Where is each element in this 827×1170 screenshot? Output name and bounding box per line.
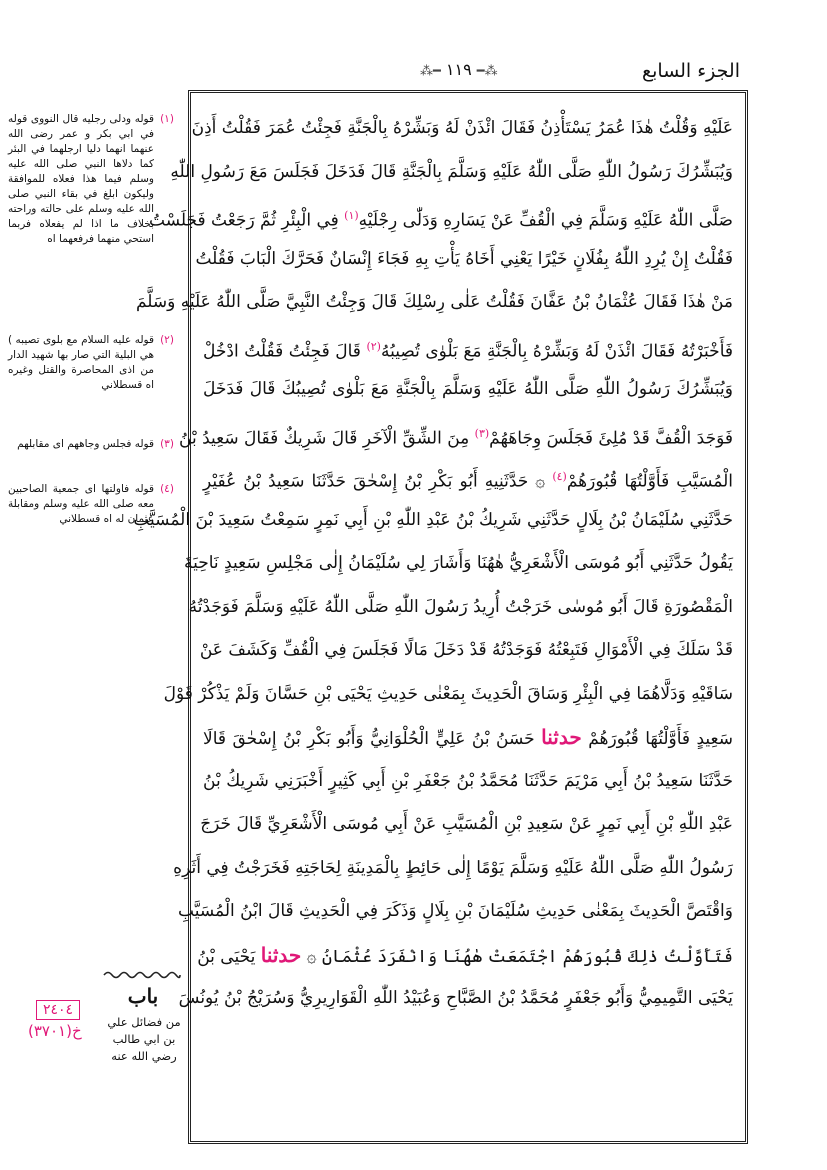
text-segment: قَدْ سَلَكَ فِي الْأَمْوَالِ فَتَبِعْتُهُ فَوَجَدْتُهُ قَدْ دَخَلَ مَالًا فَجَلَسَ فِي الْقُفِّ وَكَشَفَ عَنْ bbox=[199, 640, 733, 660]
text-line bbox=[184, 542, 733, 586]
page-header bbox=[200, 60, 740, 90]
text-segment: ۞ حَدَّثَنِيهِ أَبُو بَكْرِ بْنُ إِسْحٰقَ حَدَّثَنَا سَعِيدُ بْنُ عُفَيْرٍ bbox=[203, 471, 553, 492]
text-line bbox=[178, 977, 733, 1021]
text-line bbox=[195, 238, 733, 282]
text-segment: وَيُبَشِّرُكَ رَسُولُ اللّٰهِ صَلَّى اللّٰهُ عَلَيْهِ وَسَلَّمَ بِالْجَنَّةِ مَعَ بَلْوٰى تُصِيبُكَ قَالَ فَدَخَلَ bbox=[203, 379, 733, 399]
text-segment: مَنْ هٰذَا فَقَالَ عُثْمَانُ بْنُ عَفَّانَ فَقُلْتُ عَلٰى رِسْلِكَ قَالَ وَجِئْتُ النَّبِيَّ صَلَّى اللّٰهُ عَلَيْهِ وَسَلَّمَ bbox=[135, 292, 733, 312]
text-segment: صَلَّى اللّٰهُ عَلَيْهِ وَسَلَّمَ فِي الْقُفِّ عَنْ يَسَارِهِ وَدَلّٰى رِجْلَيْهِ bbox=[358, 210, 733, 231]
text-line bbox=[191, 107, 733, 151]
note-1 bbox=[8, 112, 180, 261]
note-text: قوله ودلى رجليه قال النووى قوله في ابي بكر و عمر رضى الله عنهما انهما دليا ارجلهما في البئر كما دلاها النبي صلى الله عليه وسلم فيما هذا فعلاه للموافقة وليكون ابلغ في بقاء النبي صلى الله عليه وسلم على حالته وراحته بخلاف ما اذا لم يفعلاه فربما استحي منهما فرفعهما اه bbox=[8, 113, 154, 245]
text-line bbox=[203, 325, 733, 369]
chapter-subtitle: من فضائل علي بن ابي طالب رضي الله عنه bbox=[107, 1015, 181, 1063]
text-segment: فَتَأَوَّلْتُ ذٰلِكَ قُبُورَهُمْ اجْتَمَعَتْ هٰهُنَا وَانْفَرَدَ عُثْمَانُ ۞ bbox=[301, 946, 733, 967]
note-2 bbox=[8, 333, 180, 407]
page-number bbox=[420, 60, 498, 79]
text-line bbox=[188, 586, 733, 630]
text-segment: فِي الْبِئْرِ ثُمَّ رَجَعْتُ فَجَلَسْتُ bbox=[149, 210, 345, 231]
chapter-heading bbox=[8, 970, 183, 1100]
text-line bbox=[203, 716, 733, 760]
text-segment: فَأَخْبَرْتُهُ فَقَالَ ائْذَنْ لَهُ وَبَشِّرْهُ بِالْجَنَّةِ مَعَ بَلْوٰى تُصِيبُهُ bbox=[380, 341, 733, 362]
text-segment: حَدَّثَنَا سَعِيدُ بْنُ أَبِي مَرْيَمَ حَدَّثَنَا مُحَمَّدُ بْنُ جَعْفَرِ بْنِ أَبِي كَثِيرٍ أَخْبَرَنِي شَرِيكُ بْنُ bbox=[203, 770, 733, 791]
text-segment: قَالَ فَجِئْتُ فَقُلْتُ ادْخُلْ bbox=[203, 341, 367, 362]
text-segment: حَدَّثَنِي سُلَيْمَانُ بْنُ بِلَالٍ حَدَّثَنِي شَرِيكُ بْنُ عَبْدِ اللّٰهِ بْنِ أَبِي نَمِرٍ سَمِعْتُ سَعِيدَ بْنَ الْمُسَيَّبِ bbox=[133, 509, 733, 530]
chapter-title: باب bbox=[127, 984, 159, 1008]
text-segment: الْمُسَيَّبِ فَأَوَّلْتُهَا قُبُورَهُمْ bbox=[566, 471, 733, 492]
text-segment: رَسُولُ اللّٰهِ صَلَّى اللّٰهُ عَلَيْهِ وَسَلَّمَ يَوْمًا إِلٰى حَائِطٍ بِالْمَدِينَةِ لِحَاجَتِهِ فَخَرَجْتُ فِي أَثَرِهِ bbox=[173, 857, 733, 878]
footnote-reference: (١) bbox=[344, 209, 359, 222]
text-segment: عَبْدِ اللّٰهِ بْنِ أَبِي نَمِرٍ عَنْ سَعِيدِ بْنِ الْمُسَيَّبِ عَنْ أَبِي مُوسَى الْأَشْعَرِيِّ قَالَ خَرَجَ bbox=[200, 814, 733, 834]
text-segment: وَاقْتَصَّ الْحَدِيثَ بِمَعْنٰى حَدِيثِ سُلَيْمَانَ بْنِ بِلَالٍ وَذَكَرَ فِي الْحَدِيثِ قَالَ ابْنُ الْمُسَيَّبِ bbox=[178, 901, 733, 921]
text-line bbox=[133, 499, 733, 543]
text-line bbox=[178, 890, 733, 934]
text-segment: يَقُولُ حَدَّثَنِي أَبُو مُوسَى الْأَشْعَرِيُّ هٰهُنَا وَأَشَارَ لِي سُلَيْمَانُ إِلٰى مَجْلِسِ سَعِيدٍ نَاحِيَةَ bbox=[184, 553, 733, 573]
note-number: (٣) bbox=[160, 438, 174, 450]
text-line bbox=[163, 673, 733, 717]
text-segment: فَقُلْتُ إِنْ يُرِدِ اللّٰهُ بِفُلَانٍ خَيْرًا يَعْنِي أَخَاهُ يَأْتِ بِهِ فَجَاءَ إِنْسَانٌ فَحَرَّكَ الْبَابَ فَقُلْتُ bbox=[195, 248, 733, 269]
text-line bbox=[179, 412, 733, 456]
text-segment: فَوَجَدَ الْقُفَّ قَدْ مُلِئَ فَجَلَسَ وِجَاهَهُمْ bbox=[489, 428, 733, 449]
footnote-reference: (٣) bbox=[474, 426, 490, 440]
wave-divider-icon bbox=[104, 970, 180, 980]
text-line bbox=[203, 368, 733, 412]
hadith-number-badge: ٢٤٠٤ bbox=[36, 1000, 80, 1020]
juz-title: الجزء السابع bbox=[642, 60, 740, 82]
text-line bbox=[203, 760, 733, 804]
text-segment: سَعِيدٍ فَأَوَّلْتُهَا قُبُورَهُمْ bbox=[581, 729, 734, 749]
right-ornament-icon: ━⁂ bbox=[476, 64, 498, 79]
note-number: (١) bbox=[160, 113, 174, 125]
note-number: (٢) bbox=[160, 334, 174, 346]
haddathana-marker: حدثنا bbox=[260, 942, 302, 967]
note-text: قوله فاولتها اى جمعية الصاحبين معه صلى الله عليه وسلم ومقابلة عثمان له اه قسطلاني bbox=[8, 483, 154, 525]
footnote-reference: (٤) bbox=[552, 470, 567, 483]
text-segment: سَاقَيْهِ وَدَلَّاهُمَا فِي الْبِئْرِ وَسَاقَ الْحَدِيثَ بِمَعْنٰى حَدِيثِ يَحْيَى بْنِ حَسَّانَ وَلَمْ يَذْكُرْ قَوْلَ bbox=[163, 683, 733, 704]
text-segment: حَسَنُ بْنُ عَلِيٍّ الْحُلْوَانِيُّ وَأَبُو بَكْرِ بْنُ إِسْحٰقَ قَالَا bbox=[203, 729, 542, 749]
text-segment: عَلَيْهِ وَقُلْتُ هٰذَا عُمَرُ يَسْتَأْذِنُ فَقَالَ ائْذَنْ لَهُ وَبَشِّرْهُ بِالْجَنَّةِ فَجِئْتُ عُمَرَ فَقُلْتُ أَذِنَ bbox=[191, 118, 733, 138]
note-number: (٤) bbox=[160, 483, 174, 495]
haddathana-marker: حدثنا bbox=[541, 725, 582, 749]
note-text: قوله فجلس وجاههم اى مقابلهم bbox=[17, 438, 154, 450]
text-segment: مِنَ الشِّقِّ الْآخَرِ قَالَ شَرِيكٌ فَقَالَ سَعِيدُ بْنُ bbox=[179, 428, 475, 449]
note-text: قوله عليه السلام مع بلوى تصيبه ) هي البلية التي صار بها شهيد الدار من اذى المحاصرة والقتل وغيره اه قسطلاني bbox=[8, 334, 154, 391]
text-segment: وَيُبَشِّرُكَ رَسُولُ اللّٰهِ صَلَّى اللّٰهُ عَلَيْهِ وَسَلَّمَ بِالْجَنَّةِ قَالَ فَدَخَلَ فَجَلَسَ مَعَ رَسُولِ اللّٰهِ bbox=[170, 161, 733, 182]
text-line bbox=[200, 803, 733, 847]
text-line bbox=[173, 847, 733, 891]
text-segment: يَحْيَى التَّمِيمِيُّ وَأَبُو جَعْفَرٍ مُحَمَّدُ بْنُ الصَّبَّاحِ وَعُبَيْدُ اللّٰهِ الْقَوَارِيرِيُّ وَسُرَيْجُ بْنُ يُونُسَ bbox=[178, 988, 733, 1008]
footnote-reference: (٢) bbox=[366, 339, 381, 353]
page-number-value: ١١٩ bbox=[445, 60, 472, 79]
note-3 bbox=[8, 437, 180, 466]
text-line bbox=[135, 281, 733, 325]
text-line bbox=[197, 934, 733, 978]
text-line bbox=[149, 194, 733, 238]
text-segment: يَحْيَى بْنُ bbox=[197, 946, 261, 967]
text-line bbox=[170, 151, 733, 195]
text-line bbox=[203, 455, 733, 499]
bukhari-reference: خ(٣٧٠١) bbox=[28, 1022, 82, 1040]
left-ornament-icon: ⁂━ bbox=[420, 64, 441, 79]
note-4 bbox=[8, 482, 180, 541]
text-line bbox=[199, 629, 733, 673]
text-segment: الْمَقْصُورَةِ قَالَ أَبُو مُوسٰى خَرَجْتُ أُرِيدُ رَسُولَ اللّٰهِ صَلَّى اللّٰهُ عَلَيْهِ وَسَلَّمَ فَوَجَدْتُهُ bbox=[188, 596, 733, 617]
